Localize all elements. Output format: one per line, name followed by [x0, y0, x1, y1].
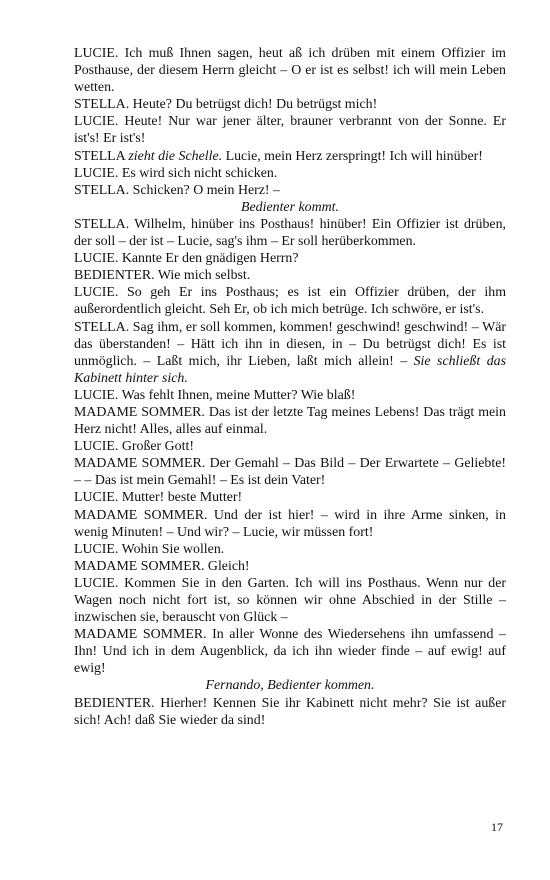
play-text — [74, 45, 506, 729]
dialogue-line: BEDIENTER. Hierher! Kennen Sie ihr Kabinett nicht mehr? Sie ist außer sich! Ach! daß Sie wieder da sind! — [74, 695, 506, 728]
dialogue-line: MADAME SOMMER. Das ist der letzte Tag meines Lebens! Das trägt mein Herz nicht! Alles, alles auf einmal. — [74, 404, 506, 438]
dialogue-text: STELLA. Sag ihm, er soll kommen, kommen! geschwind! geschwind! – Wär das überstanden! – Hätt ich ihn in diesen, in – Du betrügst dich! Es ist unmöglich. – Laßt mich, ihr Lieben, laßt mich allein! – — [74, 319, 506, 369]
dialogue-text: Lucie, mein Herz zerspringt! Ich will hinüber! — [222, 148, 483, 164]
dialogue-line: LUCIE. Heute! Nur war jener älter, brauner verbrannt von der Sonne. Er ist's! Er ist's! — [74, 114, 506, 147]
page-number: 17 — [491, 820, 503, 834]
dialogue-line: STELLA. Wilhelm, hinüber ins Posthaus! hinüber! Ein Offizier ist drüben, der soll – der ist – Lucie, sag's ihm – Er soll herüberkommen. — [74, 216, 506, 250]
dialogue-line: MADAME SOMMER. Und der ist hier! – wird in ihre Arme sinken, in wenig Minuten! – Und wir? – Lucie, wir müssen fort! — [74, 507, 506, 540]
stage-direction-inline: zieht die Schelle. — [128, 148, 223, 164]
dialogue-line: MADAME SOMMER. Der Gemahl – Das Bild – Der Erwartete – Geliebte! – – Das ist mein Gemahl! – Es ist dein Vater! — [74, 456, 506, 489]
dialogue-line: LUCIE. Es wird sich nicht schicken. — [74, 165, 278, 181]
dialogue-line: LUCIE. Großer Gott! — [74, 439, 194, 455]
dialogue-line: LUCIE. Ich muß Ihnen sagen, heut aß ich drüben mit einem Offizier im Posthause, der diesem Herrn gleicht – O er ist es selbst! ich will mein Leben wetten. — [74, 46, 506, 96]
speaker-text: STELLA — [74, 148, 129, 164]
dialogue-line: BEDIENTER. Wie mich selbst. — [74, 268, 251, 284]
dialogue-line: MADAME SOMMER. In aller Wonne des Wiedersehens ihn umfassend – Ihn! Und ich in dem Augenblick, da ich ihn wieder finde – auf ewig! auf ewig! — [74, 627, 506, 677]
dialogue-line: LUCIE. Wohin Sie wollen. — [74, 541, 225, 557]
dialogue-line: LUCIE. Kannte Er den gnädigen Herrn? — [74, 251, 299, 267]
stage-direction-inline: Sie schließt das Kabinett hinter sich. — [74, 353, 506, 386]
dialogue-line: LUCIE. Kommen Sie in den Garten. Ich will ins Posthaus. Wenn nur der Wagen noch nicht fort ist, so können wir ohne Abschied in der Stille – inzwischen sie, berauscht von Glück – — [74, 575, 506, 626]
stage-direction: Fernando, Bedienter kommen. — [205, 678, 375, 694]
dialogue-line — [74, 319, 506, 387]
dialogue-line — [74, 148, 506, 165]
dialogue-line: STELLA. Schicken? O mein Herz! – — [74, 182, 280, 198]
stage-direction: Bedienter kommt. — [241, 199, 339, 215]
dialogue-line: LUCIE. So geh Er ins Posthaus; es ist ein Offizier drüben, der ihm außerordentlich gleicht. Seh Er, ob ich mich betrüge. Ich schwöre, er ist's. — [74, 285, 506, 318]
dialogue-line: STELLA. Heute? Du betrügst dich! Du betrügst mich! — [74, 97, 378, 113]
dialogue-line: MADAME SOMMER. Gleich! — [74, 558, 250, 574]
dialogue-line: LUCIE. Mutter! beste Mutter! — [74, 490, 243, 506]
dialogue-line: LUCIE. Was fehlt Ihnen, meine Mutter? Wie blaß! — [74, 387, 356, 403]
